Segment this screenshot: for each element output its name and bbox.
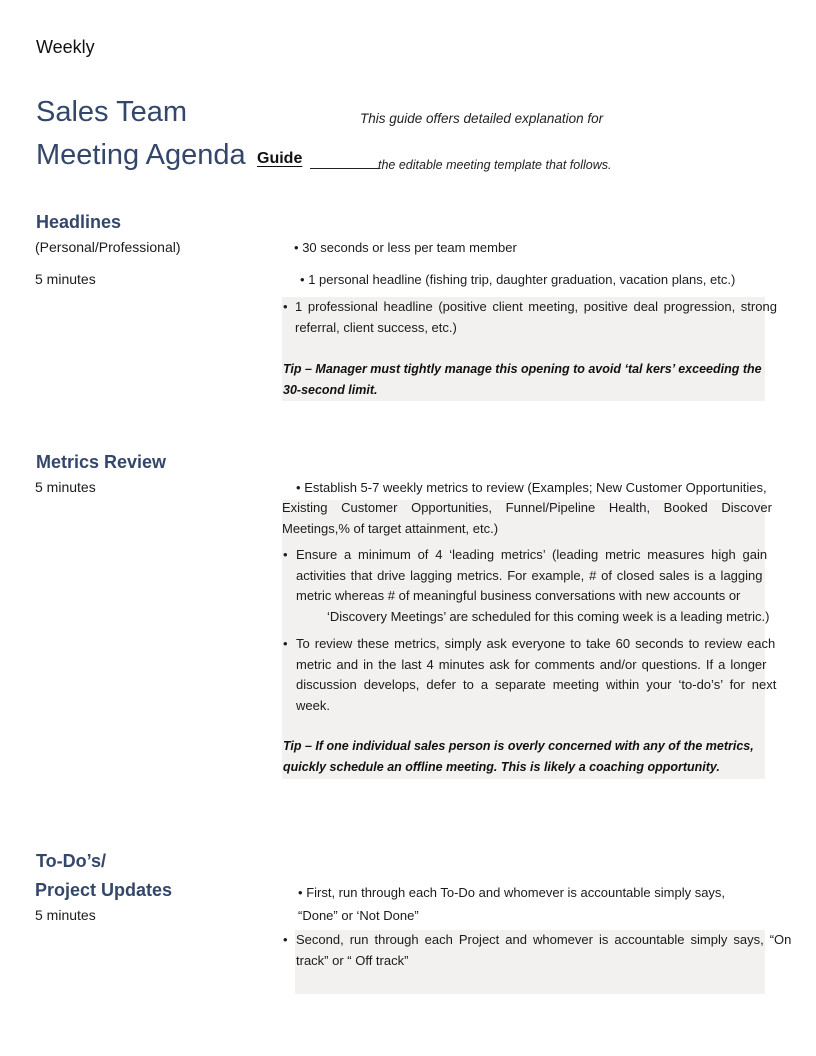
todos-bullet-2-line2: track” or “ Off track” [296, 952, 409, 968]
todos-bullet-2-line1: Second, run through each Project and whomever is accountable simply says, “On [296, 932, 792, 947]
headlines-bullet-3 [295, 297, 777, 338]
headlines-tip-line1: Tip – Manager must tightly manage this opening to avoid ‘tal kers’ exceeding the [283, 362, 762, 376]
page-title-line2: Meeting Agenda [36, 139, 246, 171]
metrics-bullet-3 [296, 634, 777, 716]
metrics-duration: 5 minutes [35, 479, 96, 495]
metrics-bullet-2-line2: activities that drive lagging metrics. For example, # of closed sales is a lagging [296, 567, 763, 583]
headlines-subtitle: (Personal/Professional) [35, 239, 181, 255]
bullet-marker: • [294, 240, 299, 255]
bullet-marker: • [283, 636, 288, 651]
todos-heading-line2: Project Updates [35, 880, 173, 900]
metrics-tip-line2: quickly schedule an offline meeting. This is likely a coaching opportunity. [283, 759, 720, 774]
headlines-bullet-3-line1: 1 professional headline (positive client meeting, positive deal progression, strong [295, 299, 777, 314]
intro-text-line1: This guide offers detailed explanation for [360, 111, 604, 126]
intro-text-line2: the editable meeting template that follows. [378, 158, 612, 172]
metrics-bullet-2-line4: ‘Discovery Meetings’ are scheduled for this coming week is a leading metric.) [327, 608, 770, 624]
metrics-bullet-3-line4: week. [296, 697, 330, 713]
todos-bullet-1-line2: “Done” or ‘Not Done” [298, 908, 419, 923]
metrics-heading: Metrics Review [36, 452, 167, 472]
headlines-tip-line2: 30-second limit. [283, 382, 378, 397]
guide-underline [310, 168, 379, 169]
headlines-bullet-1 [294, 238, 517, 259]
todos-bullet-1 [298, 883, 725, 904]
metrics-bullet-2-line3: metric whereas # of meaningful business conversations with new accounts or [296, 588, 741, 603]
metrics-bullet-1-line2-text: Existing Customer Opportunities, Funnel/Pipeline Health, Booked Discover [282, 500, 772, 515]
metrics-bullet-3-line1: To review these metrics, simply ask everyone to take 60 seconds to review each [296, 636, 776, 651]
headlines-bullet-2-text: 1 personal headline (fishing trip, daughter graduation, vacation plans, etc.) [308, 272, 736, 287]
bullet-marker: • [296, 480, 301, 495]
bullet-marker: • [283, 932, 288, 947]
bullet-marker: • [300, 272, 305, 287]
bullet-marker: • [283, 547, 288, 562]
metrics-bullet-1-cont [282, 498, 772, 539]
weekly-label: Weekly [36, 37, 95, 57]
metrics-bullet-2-line1: Ensure a minimum of 4 ‘leading metrics’ (leading metric measures high gain [296, 547, 768, 562]
todos-heading-line1: To-Do’s/ [36, 851, 106, 871]
guide-label: Guide [257, 150, 303, 167]
metrics-bullet-3-line2: metric and in the last 4 minutes ask for comments and/or questions. If a longer [296, 656, 767, 672]
metrics-bullet-2 [296, 545, 770, 627]
metrics-bullet-3-line3: discussion develops, defer to a separate meeting within your ‘to-do’s’ for next [296, 677, 777, 692]
bullet-marker: • [283, 299, 288, 314]
headlines-bullet-1-text: 30 seconds or less per team member [302, 240, 517, 255]
metrics-bullet-1-line2 [282, 498, 772, 519]
headlines-duration: 5 minutes [35, 271, 96, 287]
todos-bullet-1-text: First, run through each To-Do and whomever is accountable simply says, [306, 885, 726, 900]
page-title-line1: Sales Team [36, 96, 187, 128]
metrics-tip-line1: Tip – If one individual sales person is overly concerned with any of the metrics, [283, 739, 754, 753]
bullet-marker: • [298, 885, 303, 900]
headlines-bullet-2 [300, 270, 735, 291]
metrics-tip [283, 736, 763, 777]
metrics-bullet-1-line1 [296, 478, 767, 499]
metrics-bullet-1-text: Establish 5-7 weekly metrics to review (Examples; New Customer Opportunities, [304, 480, 767, 495]
todos-duration: 5 minutes [35, 907, 96, 923]
headlines-bullet-3-line2: referral, client success, etc.) [295, 319, 457, 335]
metrics-bullet-1-line3: Meetings,% of target attainment, etc.) [282, 520, 499, 536]
todos-bullet-2 [296, 930, 792, 971]
headlines-tip [283, 359, 763, 400]
headlines-heading: Headlines [36, 212, 122, 232]
